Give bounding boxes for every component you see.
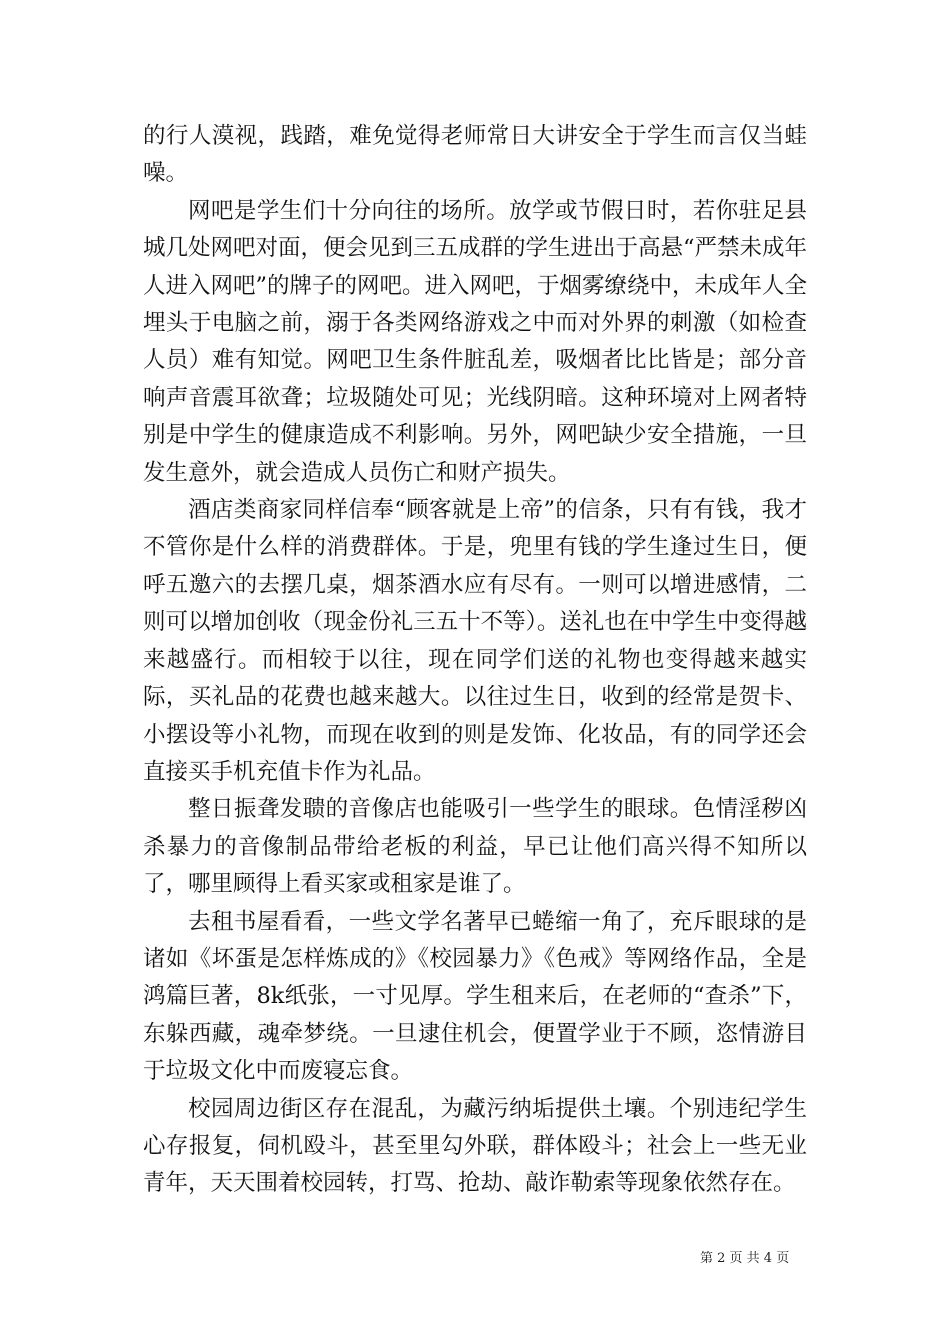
paragraph-restaurant: 酒店类商家同样信奉“顾客就是上帝”的信条，只有有钱，我才不管你是什么样的消费群体。于是，兜里有钱的学生逢过生日，便呼五邀六的去摆几桌，烟茶酒水应有尽有。一则可以增进感情，二则可以增加创收（现金份礼三五十不等）。送礼也在中学生中变得越来越盛行。而相较于以往，现在同学们送的礼物也变得越来越实际，买礼品的花费也越来越大。以往过生日，收到的经常是贺卡、小摆设等小礼物，而现在收到的则是发饰、化妆品，有的同学还会直接买手机充值卡作为礼品。 bbox=[143, 497, 807, 785]
paragraph-video-store: 整日振聋发聩的音像店也能吸引一些学生的眼球。色情淫秽凶杀暴力的音像制品带给老板的利益，早已让他们高兴得不知所以了，哪里顾得上看买家或租家是谁了。 bbox=[143, 796, 807, 898]
page-number-footer: 第 2 页 共 4 页 bbox=[700, 1251, 790, 1266]
paragraph-street-disorder: 校园周边街区存在混乱，为藏污纳垢提供土壤。个别违纪学生心存报复，伺机殴斗，甚至里勾外联，群体殴斗；社会上一些无业青年，天天围着校园转，打骂、抢劫、敲诈勒索等现象依然存在。 bbox=[143, 1095, 807, 1197]
paragraph-internet-cafe: 网吧是学生们十分向往的场所。放学或节假日时，若你驻足县城几处网吧对面，便会见到三五成群的学生进出于高悬“严禁未成年人进入网吧”的牌子的网吧。进入网吧，于烟雾缭绕中，未成年人全埋头于电脑之前，溺于各类网络游戏之中而对外界的刺激（如检查人员）难有知觉。网吧卫生条件脏乱差，吸烟者比比皆是；部分音响声音震耳欲聋；垃圾随处可见；光线阴暗。这种环境对上网者特别是中学生的健康造成不利影响。另外，网吧缺少安全措施，一旦发生意外，就会造成人员伤亡和财产损失。 bbox=[143, 197, 808, 486]
body-text bbox=[143, 118, 807, 1203]
paragraph-book-rental: 去租书屋看看，一些文学名著早已蜷缩一角了，充斥眼球的是诸如《坏蛋是怎样炼成的》《校园暴力》《色戒》等网络作品，全是鸿篇巨著，8k纸张，一寸见厚。学生租来后，在老师的“查杀”下，东躲西藏，魂牵梦绕。一旦逮住机会，便置学业于不顾，恣情游目于垃圾文化中而废寝忘食。 bbox=[143, 908, 807, 1085]
paragraph-continued: 的行人漠视，践踏，难免觉得老师常日大讲安全于学生而言仅当蛙噪。 bbox=[143, 123, 807, 187]
